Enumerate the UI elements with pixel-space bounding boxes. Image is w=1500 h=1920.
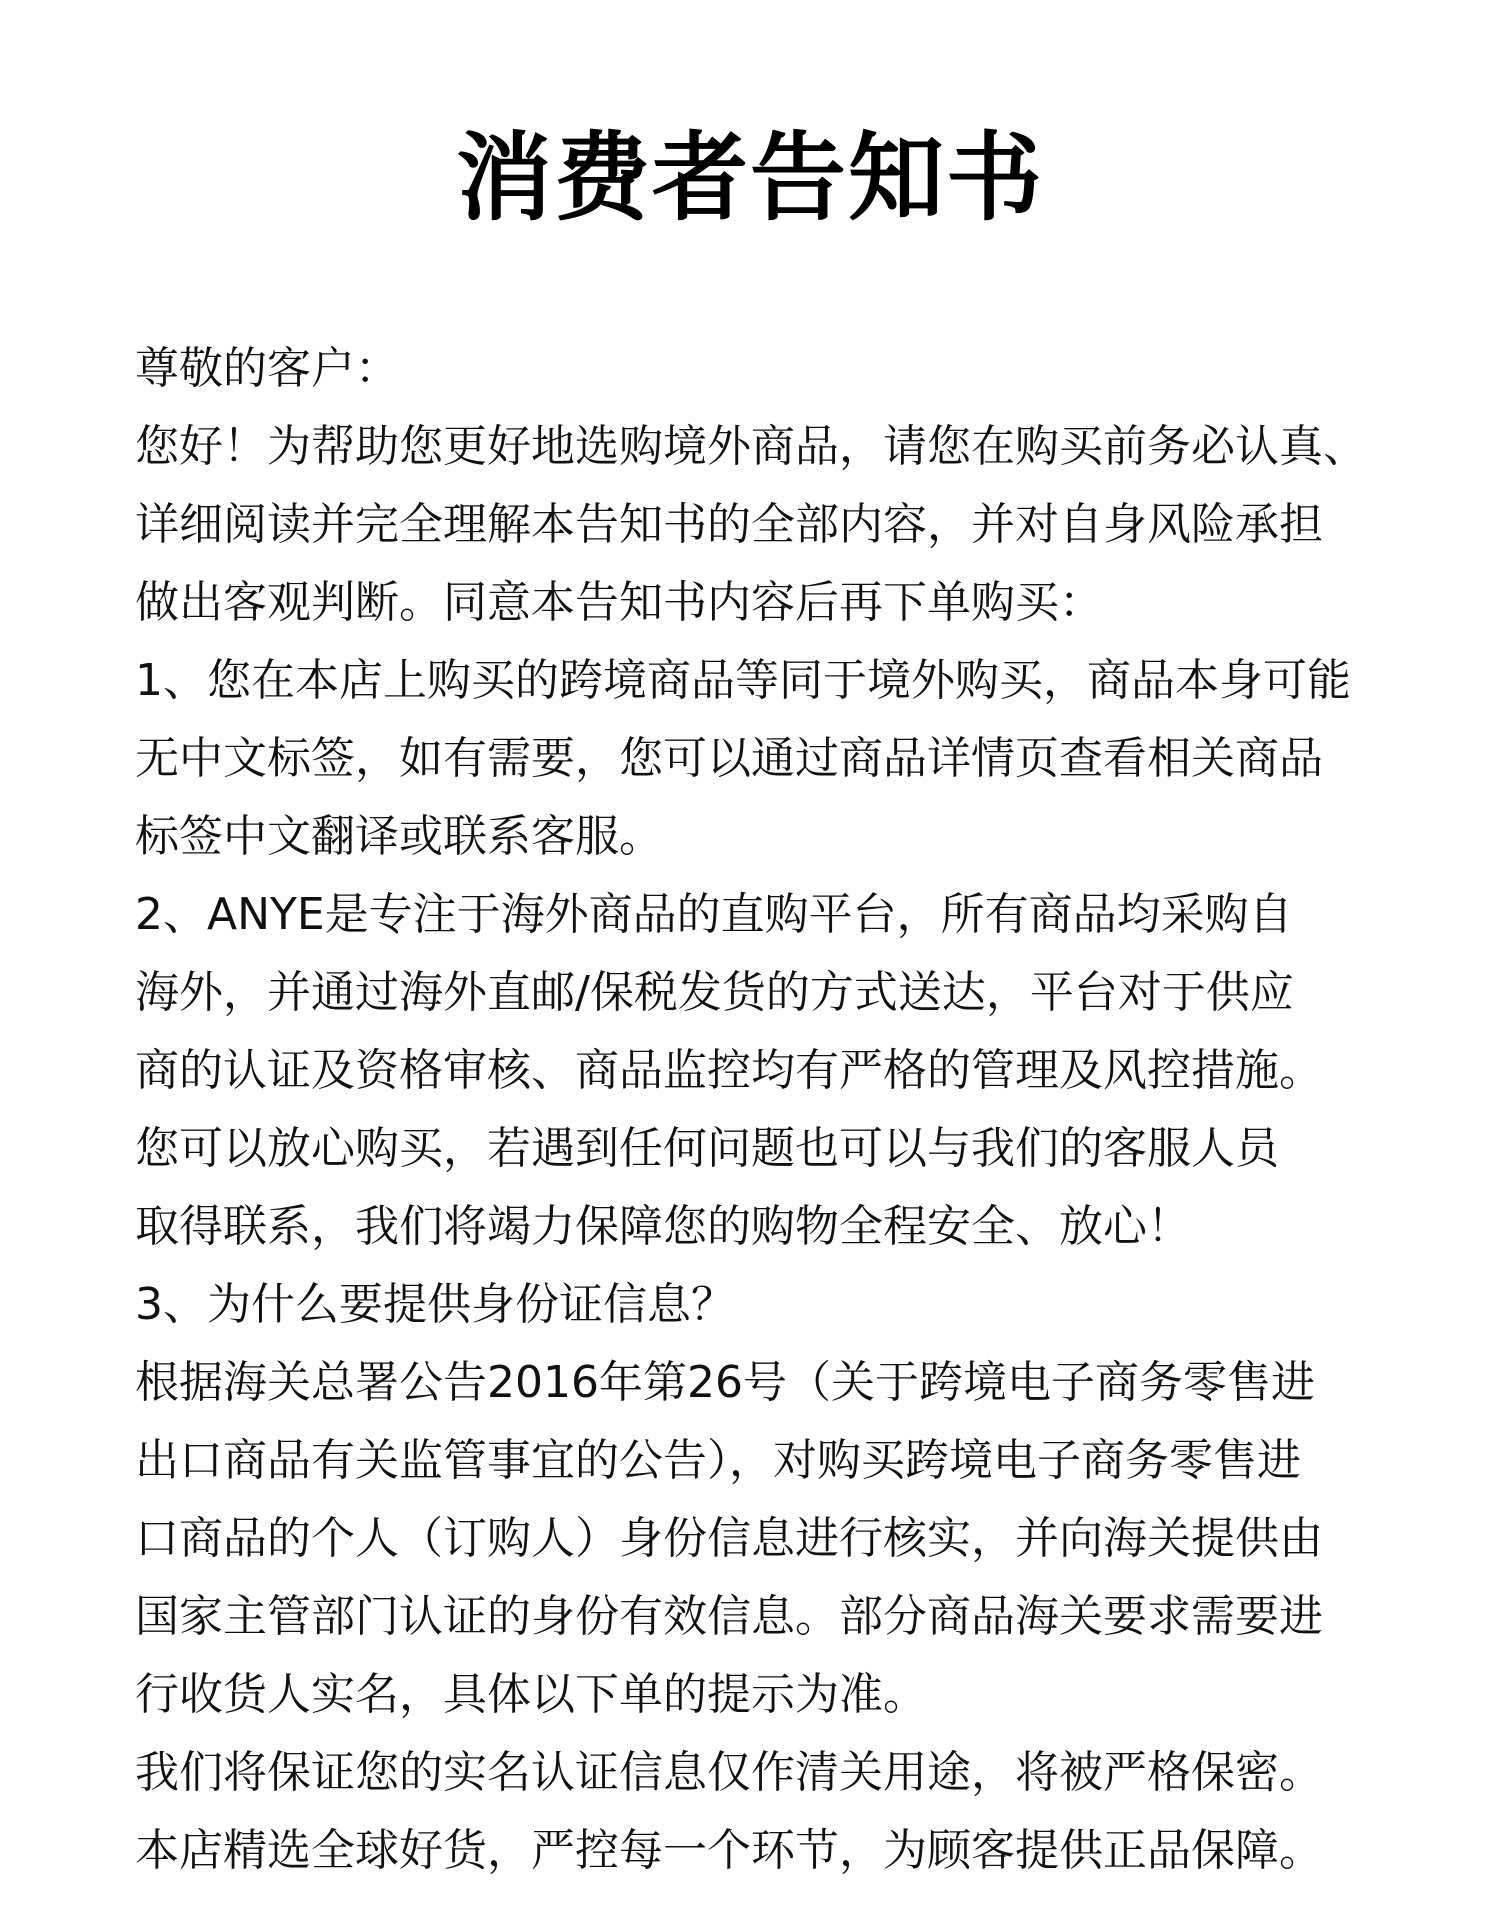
paragraph-line: 标签中文翻译或联系客服。 xyxy=(135,811,663,862)
paragraph-line: 商的认证及资格审核、商品监控均有严格的管理及风控措施。 xyxy=(135,1045,1323,1096)
paragraph-line: 我们将保证您的实名认证信息仅作清关用途，将被严格保密。 xyxy=(135,1747,1323,1798)
paragraph-line: 详细阅读并完全理解本告知书的全部内容，并对自身风险承担 xyxy=(135,499,1323,550)
paragraph-line: 3、为什么要提供身份证信息？ xyxy=(135,1279,735,1330)
paragraph-line: 本店精选全球好货，严控每一个环节，为顾客提供正品保障。 xyxy=(135,1825,1323,1876)
paragraph-line: 口商品的个人（订购人）身份信息进行核实，并向海关提供由 xyxy=(135,1513,1323,1564)
paragraph-line: 海外，并通过海外直邮/保税发货的方式送达，平台对于供应 xyxy=(135,967,1294,1018)
paragraph-line: 做出客观判断。同意本告知书内容后再下单购买： xyxy=(135,577,1103,628)
paragraph-line: 取得联系，我们将竭力保障您的购物全程安全、放心！ xyxy=(135,1201,1191,1252)
paragraph-line: 2、ANYE是专注于海外商品的直购平台，所有商品均采购自 xyxy=(135,889,1293,940)
paragraph-line: 无中文标签，如有需要，您可以通过商品详情页查看相关商品 xyxy=(135,733,1323,784)
paragraph-line: 根据海关总署公告2016年第26号（关于跨境电子商务零售进 xyxy=(135,1357,1315,1408)
paragraph-line: 出口商品有关监管事宜的公告），对购买跨境电子商务零售进 xyxy=(135,1435,1301,1486)
page-title: 消费者告知书 xyxy=(456,122,1044,234)
paragraph-line: 您好！为帮助您更好地选购境外商品，请您在购买前务必认真、 xyxy=(135,421,1367,472)
paragraph-line: 您可以放心购买，若遇到任何问题也可以与我们的客服人员 xyxy=(135,1123,1279,1174)
notice-body xyxy=(135,330,1435,1890)
greeting-line: 尊敬的客户： xyxy=(135,343,399,394)
paragraph-line: 1、您在本店上购买的跨境商品等同于境外购买，商品本身可能 xyxy=(135,655,1351,706)
paragraph-line: 行收货人实名，具体以下单的提示为准。 xyxy=(135,1669,927,1720)
paragraph-line: 国家主管部门认证的身份有效信息。部分商品海关要求需要进 xyxy=(135,1591,1323,1642)
